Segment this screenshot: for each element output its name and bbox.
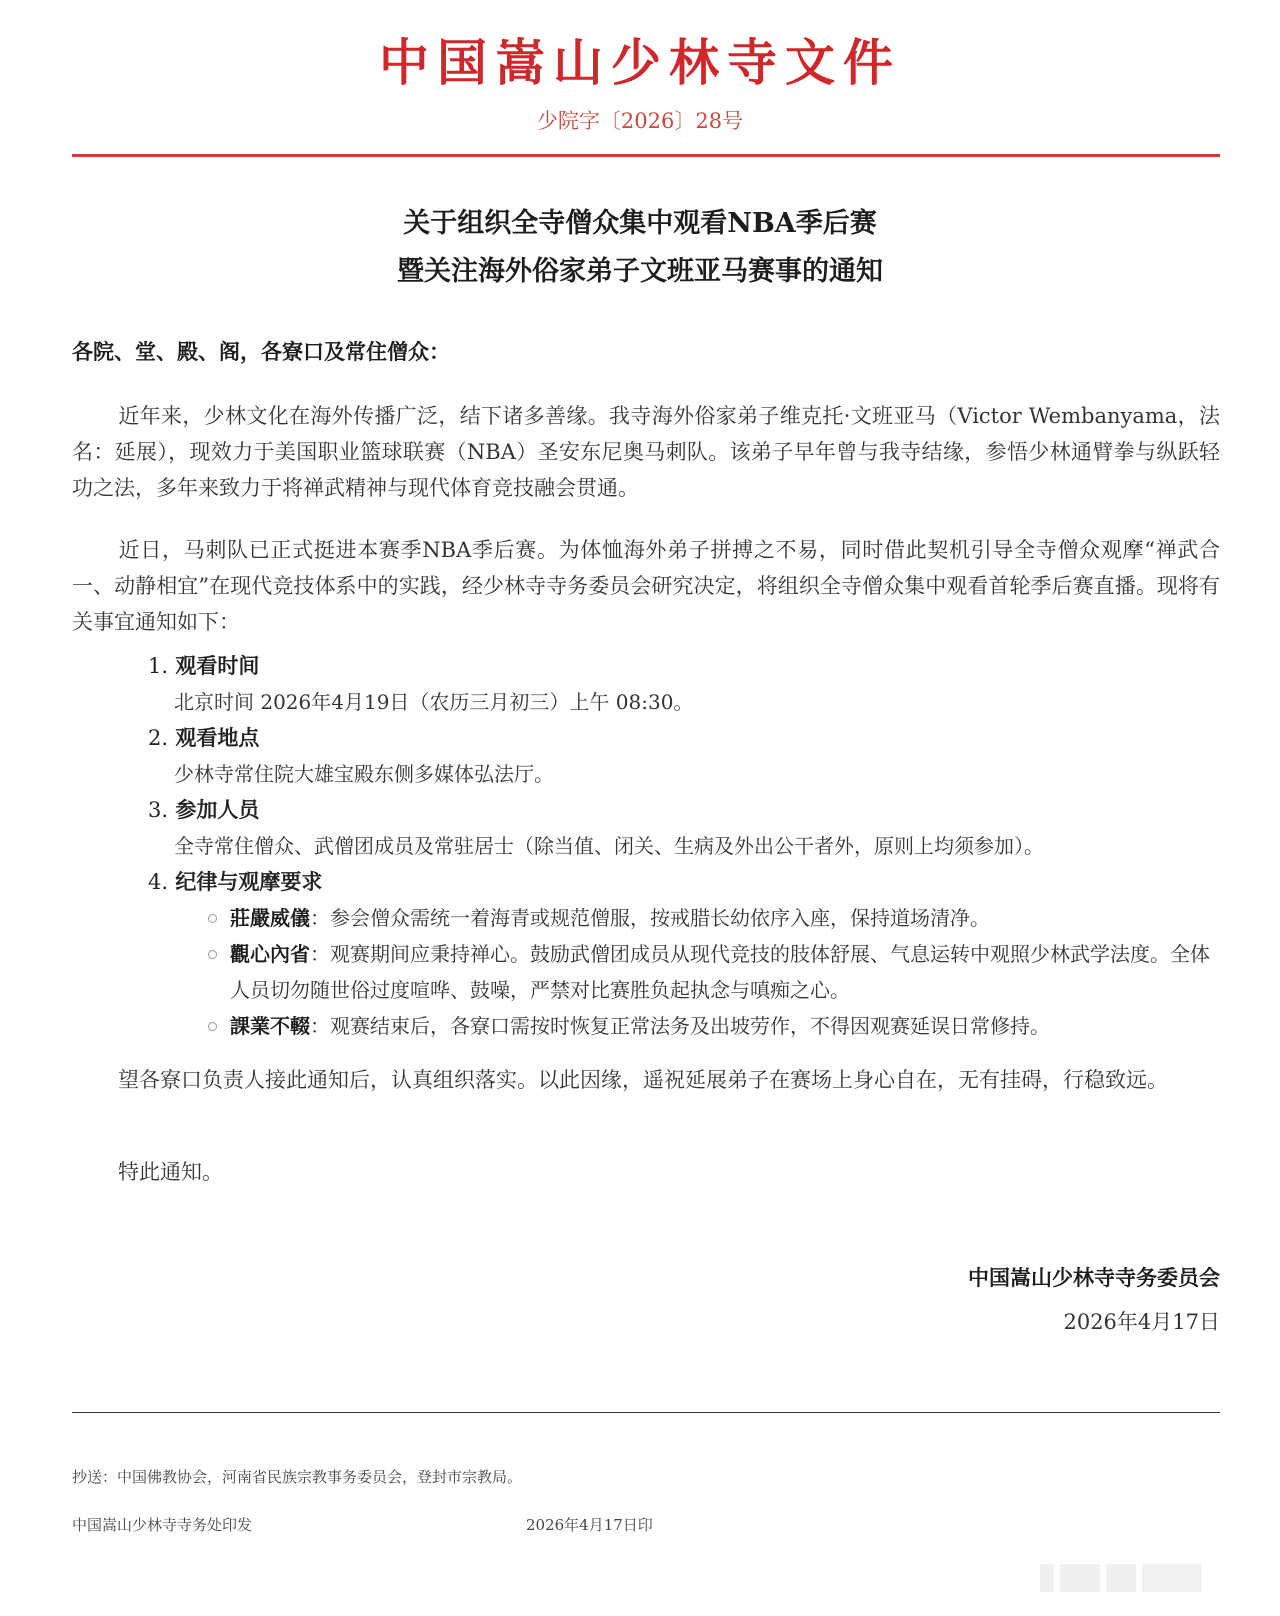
paragraph-decision [72,532,1220,640]
item-number: 2. [148,726,169,750]
document-title-line1: 关于组织全寺僧众集中观看NBA季后赛 [403,208,877,239]
item-number: 3. [148,798,169,822]
paragraph-intro-text: 近年来，少林文化在海外传播广泛，结下诸多善缘。我寺海外俗家弟子维克托·文班亚马（Victor Wembanyama，法名：延展），现效力于美国职业篮球联赛（NBA）圣安东尼奥马刺队。该弟子早年曾与我寺结缘，参悟少林通臂拳与纵跃轻功之法，多年来致力于将禅武精神与现代体育竞技融会贯通。 [72,404,1220,500]
document-title-line2: 暨关注海外俗家弟子文班亚马赛事的通知 [397,256,883,287]
issuing-office: 中国嵩山少林寺寺务处印发 [72,1516,253,1534]
notice-items [148,648,1220,1044]
item-number: 4. [148,870,169,894]
bullet-item [206,900,1220,936]
watermark-icon [1040,1564,1240,1592]
item-body: 北京时间 2026年4月19日（农历三月初三）上午 08:30。 [174,690,694,714]
masthead: 中国嵩山少林寺文件 [379,34,901,92]
bullet-item [206,1008,1220,1044]
item-number: 1. [148,654,169,678]
red-divider [72,154,1220,157]
paragraph-closing [72,1062,1220,1098]
paragraph-closing-text: 望各寮口负责人接此通知后，认真组织落实。以此因缘，遥祝延展弟子在赛场上身心自在，无有挂碍，行稳致远。 [118,1068,1168,1092]
signature-organization: 中国嵩山少林寺寺务委员会 [968,1266,1220,1290]
print-date: 2026年4月17日印 [526,1516,653,1534]
item-body: 全寺常住僧众、武僧团成员及常驻居士（除当值、闭关、生病及外出公干者外，原则上均须参加）。 [174,834,1044,858]
item-body: 少林寺常住院大雄宝殿东侧多媒体弘法厅。 [174,762,554,786]
hollow-bullet-icon [208,914,217,923]
cc-list: 抄送：中国佛教协会，河南省民族宗教事务委员会，登封市宗教局。 [72,1468,523,1486]
item-title: 观看时间 [175,654,260,678]
item-heading [148,648,1220,684]
hollow-bullet-icon [208,1022,217,1031]
footer-divider [72,1412,1220,1413]
bullet-text: ：参会僧众需统一着海青或规范僧服，按戒腊长幼依序入座，保持道场清净。 [310,906,990,930]
item-title: 纪律与观摩要求 [175,870,323,894]
bullet-label: 課業不輟 [230,1014,310,1038]
paragraph-decision-text: 近日，马刺队已正式挺进本赛季NBA季后赛。为体恤海外弟子拼搏之不易，同时借此契机引导全寺僧众观摩“禅武合一、动静相宜”在现代竞技体系中的实践，经少林寺寺务委员会研究决定，将组织全寺僧众集中观看首轮季后赛直播。现将有关事宜通知如下： [72,538,1220,634]
bullet-text: ：观赛期间应秉持禅心。鼓励武僧团成员从现代竞技的肢体舒展、气息运转中观照少林武学法度。全体人员切勿随世俗过度喧哗、鼓噪，严禁对比赛胜负起执念与嗔痴之心。 [230,942,1210,1002]
item-title: 参加人员 [175,798,260,822]
item-heading [148,864,1220,900]
paragraph-notice-end: 特此通知。 [118,1160,223,1184]
bullet-text: ：观赛结束后，各寮口需按时恢复正常法务及出坡劳作，不得因观赛延误日常修持。 [310,1014,1050,1038]
document-number: 少院字〔2026〕28号 [536,109,744,133]
bullet-item [206,936,1220,1008]
discipline-requirements [148,900,1220,1044]
salutation: 各院、堂、殿、阁，各寮口及常住僧众： [72,340,450,364]
signature-date: 2026年4月17日 [1063,1310,1220,1334]
item-title: 观看地点 [175,726,260,750]
item-heading [148,720,1220,756]
bullet-label: 觀心內省 [230,942,310,966]
bullet-label: 莊嚴威儀 [230,906,310,930]
item-heading [148,792,1220,828]
hollow-bullet-icon [208,950,217,959]
paragraph-intro [72,398,1220,506]
